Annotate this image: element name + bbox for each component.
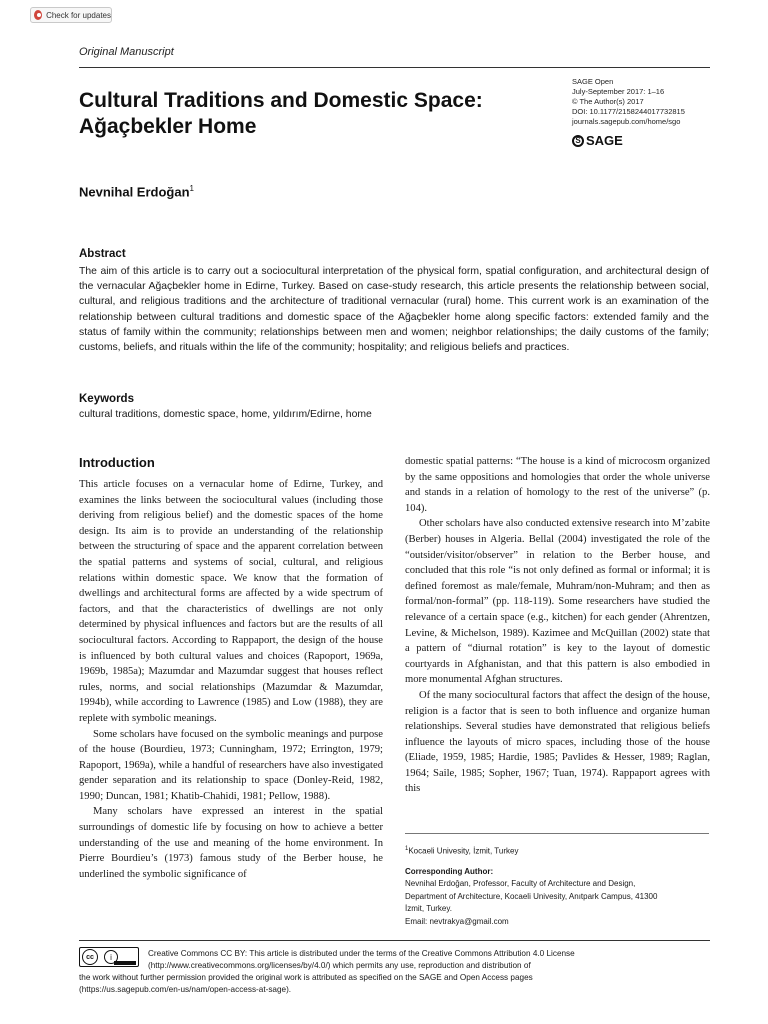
abstract-text: The aim of this article is to carry out a sociocultural interpretation of the physical form, spatial configuration, and architectural design of the vernacular Ağaçbekler home in Edirne, Turkey. Based on case-study research, this article presents the relationship between social, cultural, and religious traditions and the architecture of traditional vernacular (rural) home. This current work is an examination of the relationship between cultural traditions and domestic space of the Ağaçbekler home along specific factors: extended family and the status of family within the community; relationships between men and women; neighbor relationships; the daily customs of the family; customs, beliefs, and rituals within the life of the community; hospitality; and religious beliefs and practices. (79, 266, 709, 354)
affiliation-footnote (405, 843, 715, 858)
corresponding-author-line: Department of Architecture, Kocaeli Univesity, Anıtpark Campus, 41300 (405, 891, 658, 901)
article-title (79, 88, 549, 140)
article-title-line-1: Cultural Traditions and Domestic Space: (79, 89, 483, 112)
copyright-notice: © The Author(s) 2017 (572, 97, 644, 106)
corresponding-author-line: İzmit, Turkey. (405, 904, 452, 914)
footnotes (405, 843, 715, 928)
body-paragraph: Other scholars have also conducted extensive research into M’zabite (Berber) houses in Algeria. Bellal (2004) investigated the role of the “outsider/visitor/observer” in relation to the Berber house, and concluded that this role “is not only defined as formal or informal; it is defined foremost as male/female, Muhram/non-Muhram; and then as formal/non-formal” (pp. 118-119). Some researchers have studied the relevance of a certain space (e.g., kitchen) for each gender (Ahrentzen, Levine, & Michelson, 1989). Kazimee and McQuillan (2002) state that a pattern of “diurnal rotation” is key to the layout of domestic courtyards in Afghanistan, and that this pattern is also embodied in more monumental Afghan structures. (405, 518, 710, 686)
footnote-divider (405, 833, 709, 834)
cc-icon: cc (82, 949, 98, 965)
section-label: Original Manuscript (79, 46, 174, 58)
affiliation-footnote-mark: 1 (405, 846, 409, 852)
keywords-text: cultural traditions, domestic space, home, yıldırım/Edirne, home (79, 409, 372, 420)
license-link[interactable]: (http://www.creativecommons.org/licenses/by/4.0/) which permits any use, reproduction and distribution of (148, 961, 531, 971)
body-paragraph: Many scholars have expressed an interest in the spatial surroundings of domestic life by focusing on how to achieve a better understanding of the use and meaning of the home environment. In Pierre Bourdieu’s (1973) famous study of the Berber house, he underlined the symbolic significance of (79, 806, 383, 880)
author-name-text: Nevnihal Erdoğan (79, 184, 190, 200)
doi-link[interactable]: DOI: 10.1177/2158244017732815 (572, 107, 685, 116)
license-text-continued (79, 972, 719, 996)
body-paragraph: Of the many sociocultural factors that affect the design of the house, religion is a factor that is seen to both influence and organize human relationships. Several studies have demonstrated that religious beliefs influence the layouts of micro spaces, including those of the house (Eliade, 1959, 1985; Hardie, 1985; Pavlides & Hesser, 1989; Raglan, 1964; Saile, 1985; Sopher, 1967; Tuan, 1974). Rappaport agrees with this (405, 689, 710, 795)
license-link[interactable]: (https://us.sagepub.com/en-us/nam/open-access-at-sage). (79, 985, 292, 995)
sage-logo-icon: S (572, 135, 584, 147)
corresponding-author-email[interactable]: Email: nevtrakya@gmail.com (405, 916, 509, 926)
corresponding-author-heading: Corresponding Author: (405, 867, 494, 877)
creative-commons-logo[interactable] (79, 947, 139, 967)
body-paragraph: Some scholars have focused on the symbolic meanings and purpose of the house (Bourdieu, 1973; Cunningham, 1972; Errington, 1979; Rapoport, 1969a), while a handful of researchers have also investigated gender separation and its relationship to space (Donley-Reid, 1982, 1990; Duncan, 1981; Khatib-Chahidi, 1981; Pellow, 1988). (79, 728, 383, 802)
body-paragraph: This article focuses on a vernacular home of Edirne, Turkey, and examines the links between the sociocultural values (including those deriving from religious belief) and the domestic spaces of the home design. Its aim is to provide an understanding of the relationship between the structuring of space and the apparent correlation between the spatial patterns and systems of social, cultural, and religious relations within domestic space. We know that the formation of dwellings and architectural forms are affected by a wide spectrum of factors, and that the characteristics of dwellings are not only determined by physical influences and factors but are the results of all sociocultural factors. According to Rappaport, the design of the house is influenced by both cultural values and choices (Rapoport, 1969a, 1969b, 1985a); Mazumdar and Mazumdar suggest that houses reflect rules, norms, and social relationships (Mazumdar & Mazumdar, 1994b), while according to Lawrence (1985) and Low (1988), they are replete with symbolic meanings. (79, 479, 383, 724)
introduction-heading: Introduction (79, 455, 155, 470)
check-for-updates-button[interactable] (30, 7, 112, 23)
sage-logo-text: SAGE (586, 133, 623, 148)
update-icon (34, 10, 42, 20)
attribution-icon: i (104, 950, 118, 964)
body-column-left (79, 477, 383, 927)
body-column-right (405, 454, 710, 827)
check-for-updates-label: Check for updates (46, 10, 111, 20)
affiliation-text: Kocaeli Univesity, İzmit, Turkey (408, 846, 519, 856)
journal-name: SAGE Open (572, 77, 614, 86)
cc-by-bar (114, 961, 136, 965)
license-divider (79, 940, 710, 941)
body-paragraph: domestic spatial patterns: “The house is a kind of microcosm organized by the same oppositions and homologies that order the whole universe and stands in a relation of homology to the rest of the universe” (p. 104). (405, 456, 710, 514)
corresponding-author-line: Nevnihal Erdoğan, Professor, Faculty of Architecture and Design, (405, 879, 636, 889)
author-affiliation-mark: 1 (189, 184, 194, 193)
journal-info (572, 77, 722, 127)
journal-url[interactable]: journals.sagepub.com/home/sgo (572, 117, 681, 126)
journal-issue: July-September 2017: 1–16 (572, 87, 665, 96)
license-line: Creative Commons CC BY: This article is distributed under the terms of the Creative Commons Attribution 4.0 License (148, 949, 575, 958)
license-line: the work without further permission provided the original work is attributed as specified on the SAGE and Open Access pages (79, 973, 533, 982)
sage-logo (572, 133, 623, 148)
abstract-heading: Abstract (79, 248, 126, 260)
header-divider (79, 67, 710, 68)
article-title-line-2: Ağaçbekler Home (79, 115, 257, 138)
author-name (79, 184, 194, 199)
keywords-heading: Keywords (79, 393, 134, 405)
license-text (148, 948, 718, 972)
